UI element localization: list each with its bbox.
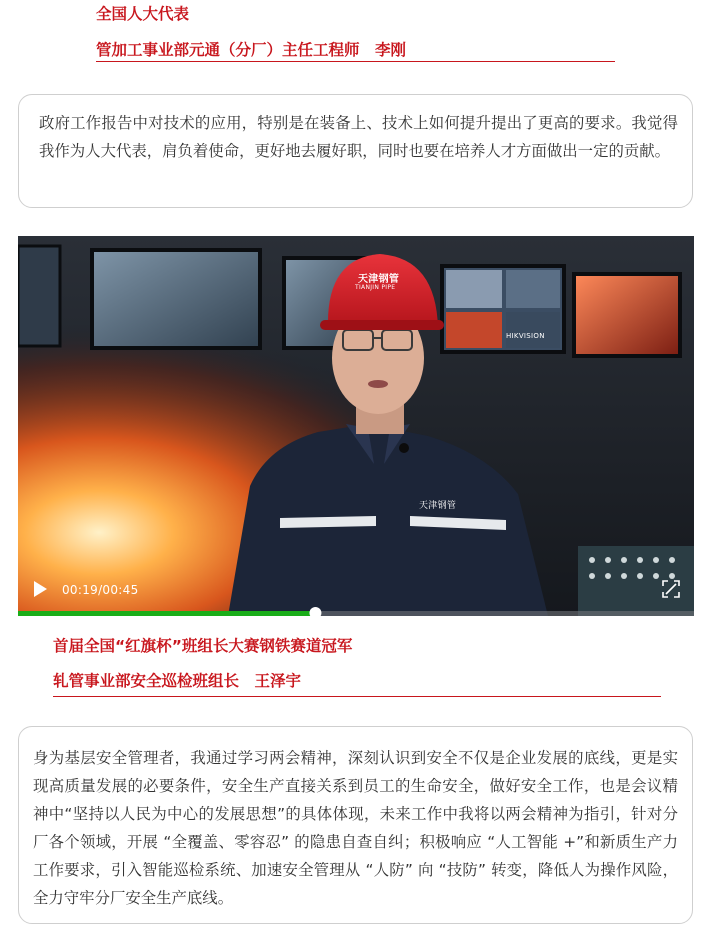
video-frame	[18, 236, 694, 616]
section2-title: 首届全国“红旗杯”班组长大赛钢铁赛道冠军	[53, 637, 353, 655]
section1-header	[96, 4, 616, 60]
helmet-logo-cn: 天津钢管	[358, 274, 400, 285]
section1-title: 全国人大代表	[96, 5, 190, 23]
video-player[interactable]	[18, 236, 694, 616]
section2-header	[53, 636, 673, 691]
monitor-brand: HIKVISION	[506, 332, 545, 340]
quote2-box	[18, 726, 693, 924]
section1-subtitle: 管加工事业部元通（分厂）主任工程师 李刚	[96, 41, 407, 59]
quote1-text: 政府工作报告中对技术的应用，特别是在装备上、技术上如何提升提出了更高的要求。我觉得我作为人大代表，肩负着使命，更好地去履好职，同时也要在培养人才方面做出一定的贡献。	[39, 114, 678, 160]
uniform-logo: 天津钢管	[419, 501, 457, 511]
helmet-logo-en: TIANJIN PIPE	[355, 284, 396, 291]
play-icon[interactable]	[32, 580, 48, 598]
video-time: 00:19/00:45	[62, 583, 139, 597]
fullscreen-icon[interactable]	[662, 580, 680, 598]
quote2-text: 身为基层安全管理者，我通过学习两会精神，深刻认识到安全不仅是企业发展的底线，更是实现高质量发展的必要条件，安全生产直接关系到员工的生命安全，做好安全工作，也是会议精神中“坚持以人民为中心的发展思想”的具体体现，未来工作中我将以两会精神为指引，针对分厂各个领域，开展 “全覆盖、零容忍” 的隐患自查自纠；积极响应 “人工智能 +”和新质生产力工作要求，引入智能巡检系统、加速安全管理从 “人防” 向 “技防” 转变，降低人为操作风险，全力守牢分厂安全生产底线。	[33, 749, 678, 907]
section1-divider	[96, 61, 615, 62]
quote1-box	[18, 94, 693, 208]
section2-divider	[53, 696, 661, 697]
section2-subtitle: 轧管事业部安全巡检班组长 王泽宇	[53, 672, 302, 690]
progress-bar-fill	[18, 611, 315, 616]
